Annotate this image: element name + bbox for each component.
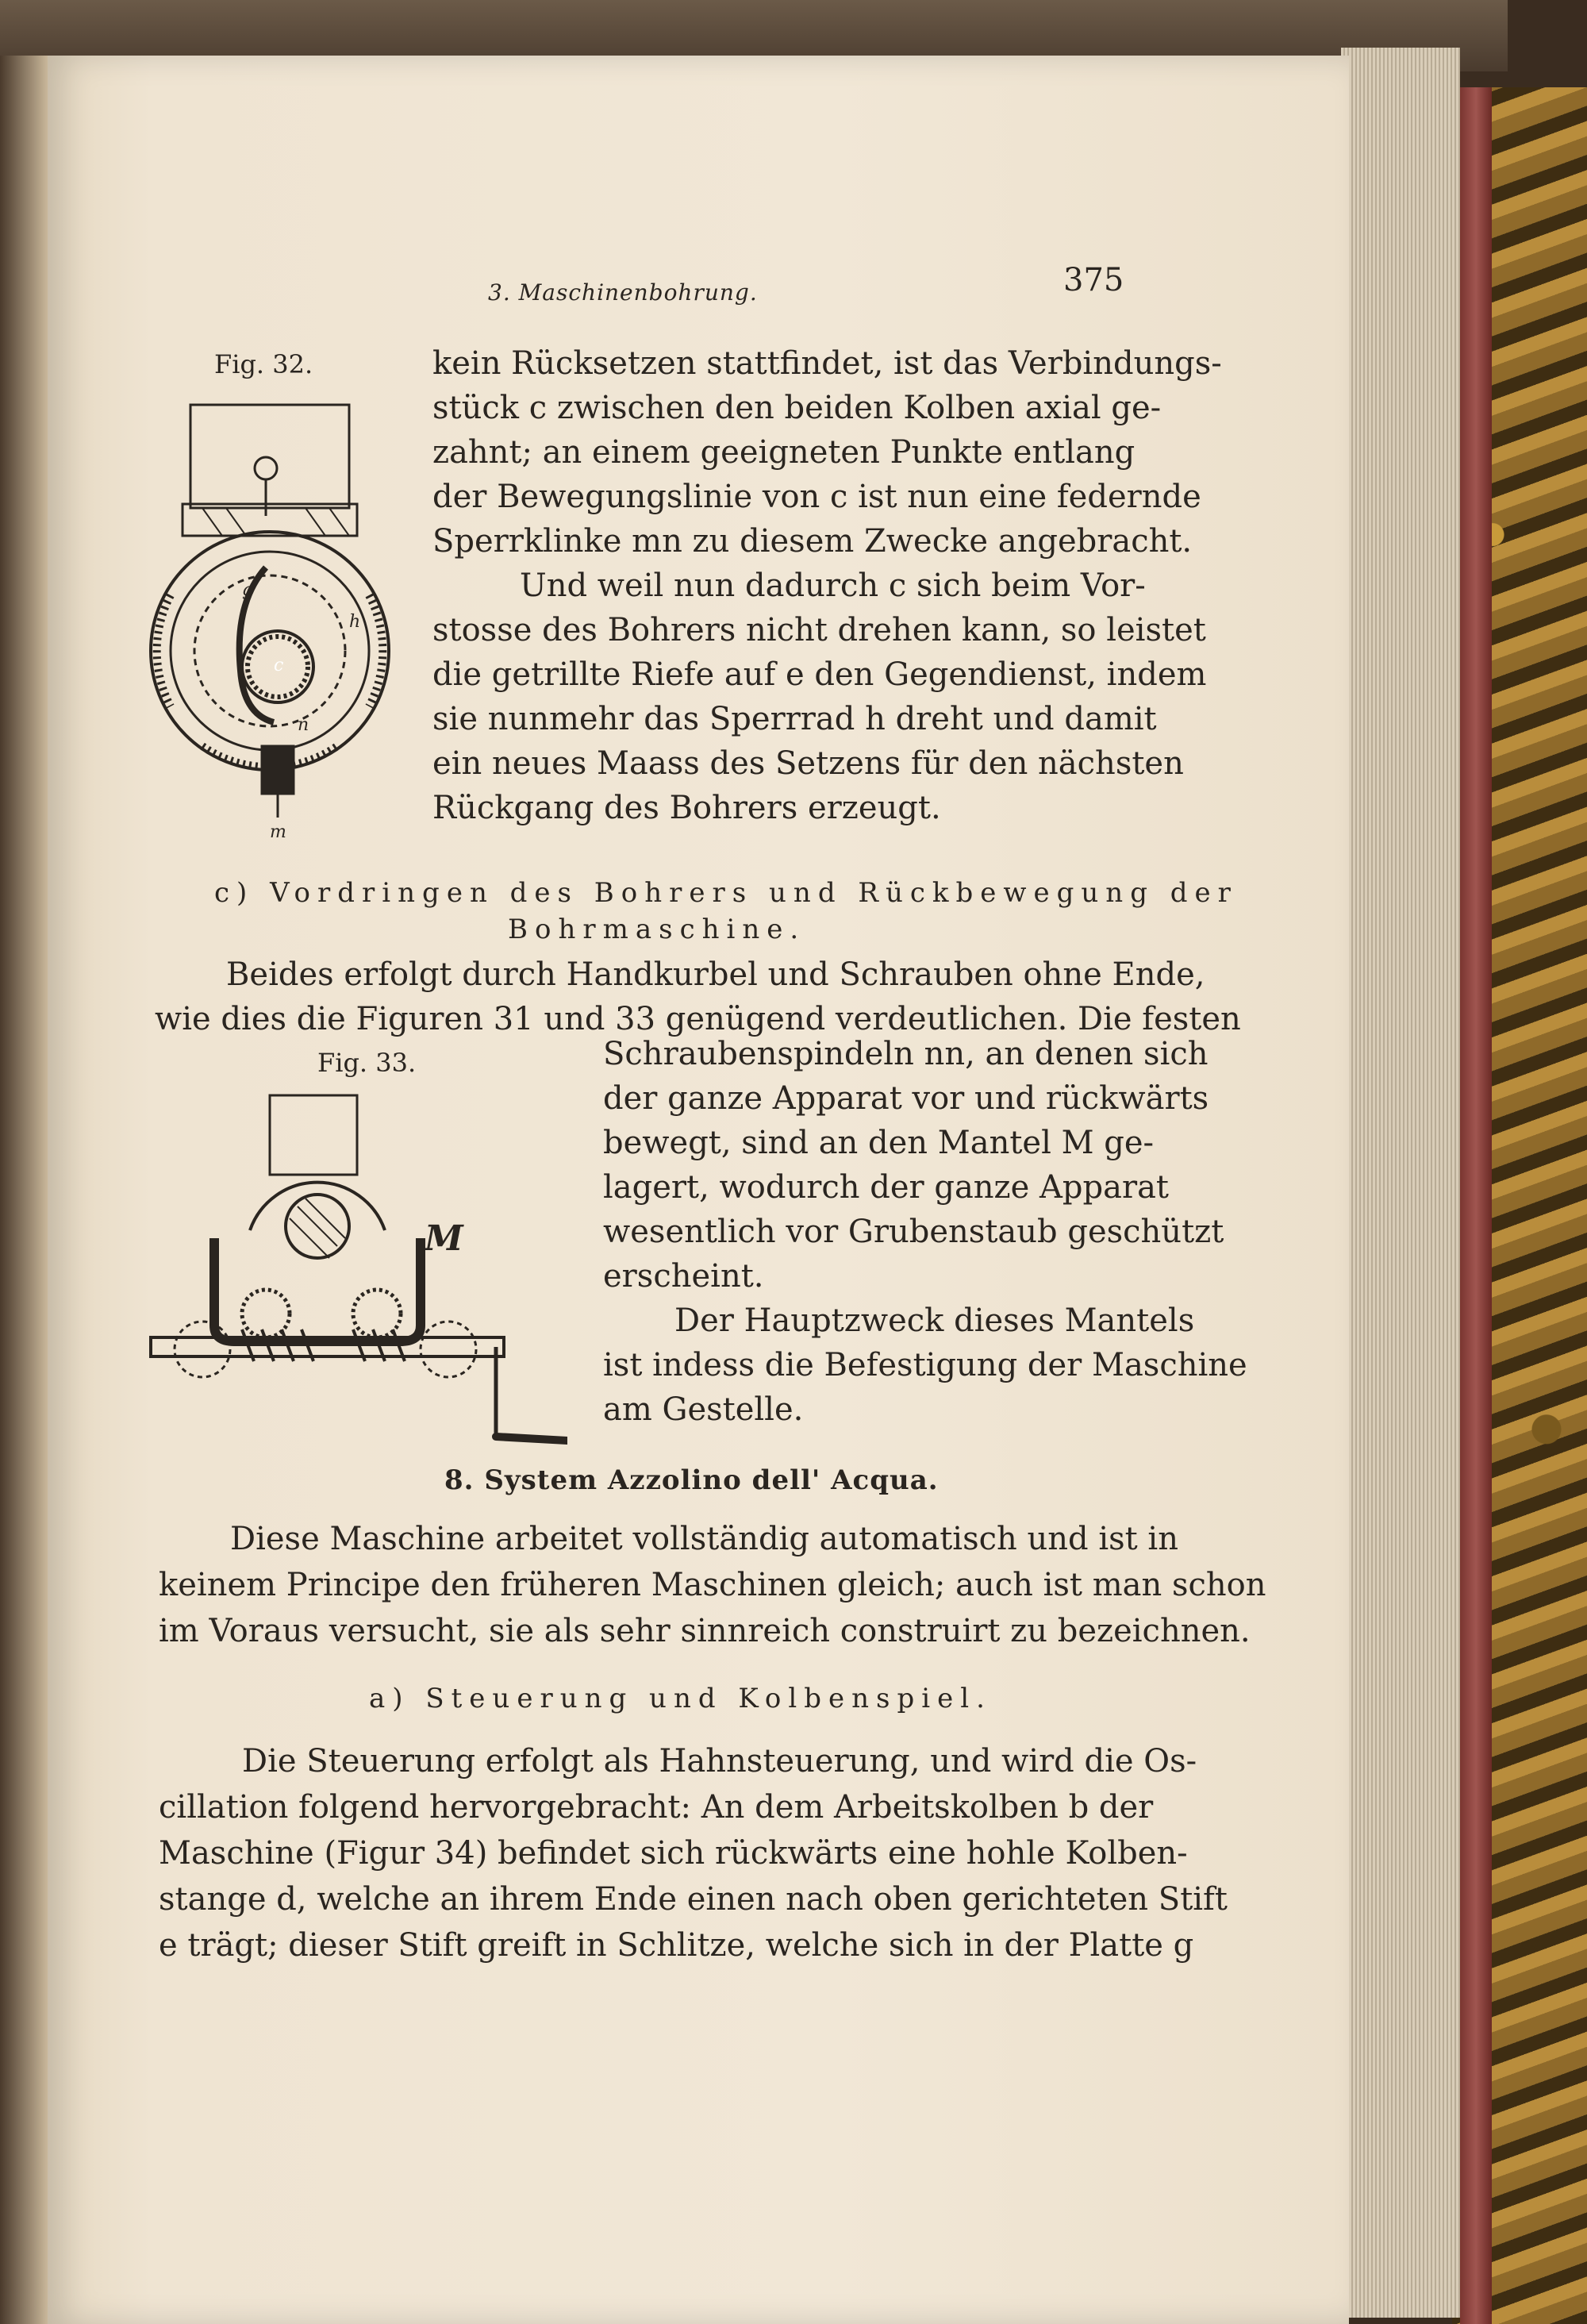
text-line: der ganze Apparat vor und rückwärts <box>603 1080 1209 1117</box>
subheading-c-line-2: Bohrmaschine. <box>508 914 806 945</box>
paragraph-5 <box>159 1738 1228 1968</box>
subheading-c <box>214 875 1238 948</box>
text-line: erscheint. <box>603 1258 764 1295</box>
text-line: Diese Maschine arbeitet vollständig automatisch und ist in <box>230 1521 1178 1557</box>
figure-33-caption: Fig. 33. <box>317 1048 417 1078</box>
text-line: der Bewegungslinie von c ist nun eine federnde <box>432 479 1201 515</box>
text-line: zahnt; an einem geeigneten Punkte entlang <box>432 434 1135 471</box>
svg-text:c: c <box>274 656 284 675</box>
fig33-mantle <box>214 1238 421 1341</box>
text-line: am Gestelle. <box>603 1391 804 1428</box>
fig33-top-box <box>270 1095 357 1175</box>
text-line: kein Rücksetzen stattfindet, ist das Verbindungs- <box>432 345 1222 382</box>
text-line: Rückgang des Bohrers erzeugt. <box>432 790 941 826</box>
text-line: stück c zwischen den beiden Kolben axial ge- <box>432 390 1162 426</box>
text-line: sie nunmehr das Sperrrad h dreht und damit <box>432 701 1157 737</box>
figure-33-drawing <box>147 1087 567 1452</box>
text-line: keinem Principe den früheren Maschinen gleich; auch ist man schon <box>159 1567 1266 1603</box>
text-line: Beides erfolgt durch Handkurbel und Schrauben ohne Ende, <box>226 956 1205 993</box>
text-line: bewegt, sind an den Mantel M ge- <box>603 1125 1155 1161</box>
text-line: im Voraus versucht, sie als sehr sinnreich construirt zu bezeichnen. <box>159 1613 1251 1649</box>
text-line: lagert, wodurch der ganze Apparat <box>603 1169 1170 1206</box>
svg-text:h: h <box>349 612 361 632</box>
text-line: stange d, welche an ihrem Ende einen nach oben gerichteten Stift <box>159 1881 1228 1918</box>
page-number: 375 <box>1063 262 1124 298</box>
subheading-a: a) Steuerung und Kolbenspiel. <box>369 1683 992 1714</box>
text-line: cillation folgend hervorgebracht: An dem Arbeitskolben b der <box>159 1789 1154 1826</box>
fig32-knob <box>255 457 277 479</box>
fig32-dashed-ring <box>194 575 345 726</box>
text-line: ein neues Maass des Setzens für den nächsten <box>432 745 1184 782</box>
paragraph-1 <box>432 341 1222 830</box>
text-line: e trägt; dieser Stift greift in Schlitze, welche sich in der Platte g <box>159 1927 1194 1964</box>
fig32-top-box <box>190 405 349 508</box>
paragraph-4 <box>159 1516 1266 1654</box>
fig32-stem <box>262 746 294 794</box>
svg-text:n: n <box>298 715 309 735</box>
svg-text:m: m <box>270 822 286 841</box>
text-line: ist indess die Befestigung der Maschine <box>603 1347 1247 1383</box>
text-line: stosse des Bohrers nicht drehen kann, so leistet <box>432 612 1206 648</box>
text-line: Sperrklinke mn zu diesem Zwecke angebracht. <box>432 523 1193 560</box>
page-edges <box>1341 48 1460 2318</box>
text-line: Und weil nun dadurch c sich beim Vor- <box>520 568 1146 604</box>
subheading-c-line-1: c) Vordringen des Bohrers und Rückbewegung der <box>214 877 1238 909</box>
text-line: die getrillte Riefe auf e den Gegendienst, indem <box>432 656 1207 693</box>
text-line: wesentlich vor Grubenstaub geschützt <box>603 1214 1224 1250</box>
running-header: 3. Maschinenbohrung. <box>488 279 758 306</box>
paragraph-2 <box>155 952 1241 1041</box>
left-page-gutter <box>0 56 48 2324</box>
figure-32-drawing <box>147 397 393 841</box>
text-line: Die Steuerung erfolgt als Hahnsteuerung, und wird die Os- <box>242 1743 1197 1780</box>
svg-text:M: M <box>425 1218 463 1259</box>
fig32-outer-ring <box>151 532 389 770</box>
section-8-heading: 8. System Azzolino dell' Acqua. <box>444 1464 939 1496</box>
text-line: wie dies die Figuren 31 und 33 genügend verdeutlichen. Die festen <box>155 1001 1241 1037</box>
fig33-crank-handle <box>496 1437 567 1441</box>
figure-32-caption: Fig. 32. <box>214 349 313 379</box>
svg-text:g: g <box>242 580 254 600</box>
text-line: Der Hauptzweck dieses Mantels <box>674 1302 1195 1339</box>
paragraph-3 <box>603 1032 1247 1432</box>
red-cover-edge <box>1460 87 1492 2324</box>
text-line: Schraubenspindeln nn, an denen sich <box>603 1036 1209 1072</box>
text-line: Maschine (Figur 34) befindet sich rückwärts eine hohle Kolben- <box>159 1835 1188 1872</box>
